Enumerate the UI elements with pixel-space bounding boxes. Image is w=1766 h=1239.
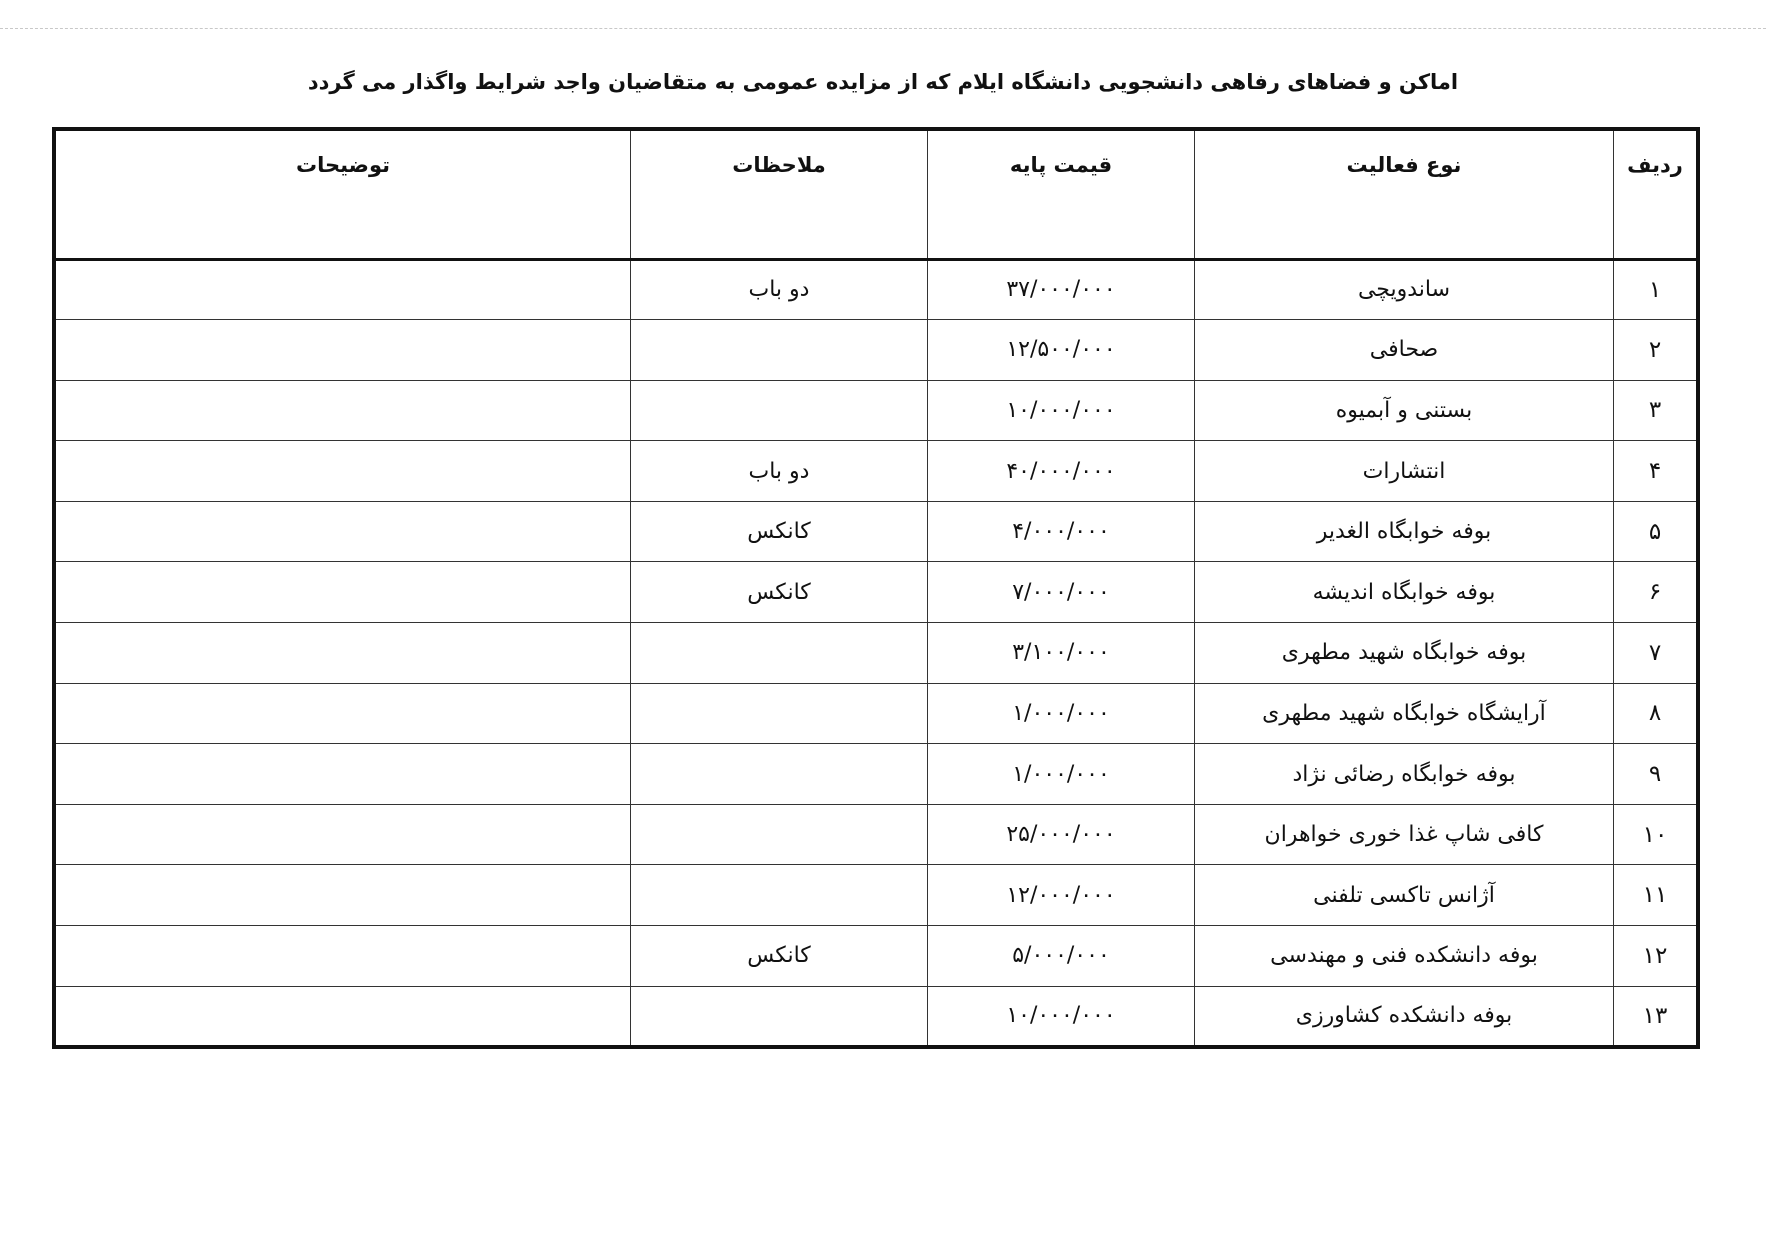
notes-cell: دو باب	[631, 441, 928, 502]
activity-cell: بوفه خوابگاه الغدیر	[1195, 501, 1614, 562]
price-cell: ۱/۰۰۰/۰۰۰	[928, 744, 1195, 805]
price-cell: ۳۷/۰۰۰/۰۰۰	[928, 259, 1195, 320]
row-number-cell: ۱۳	[1614, 986, 1699, 1047]
table-row	[54, 380, 1698, 441]
description-cell	[54, 380, 631, 441]
activity-cell: بستنی و آبمیوه	[1195, 380, 1614, 441]
notes-cell: کانکس	[631, 562, 928, 623]
auction-table	[52, 127, 1700, 1049]
price-cell: ۱۲/۵۰۰/۰۰۰	[928, 320, 1195, 381]
row-number-cell: ۶	[1614, 562, 1699, 623]
table-row	[54, 623, 1698, 684]
price-cell: ۴/۰۰۰/۰۰۰	[928, 501, 1195, 562]
description-cell	[54, 804, 631, 865]
activity-cell: آرایشگاه خوابگاه شهید مطهری	[1195, 683, 1614, 744]
table-row	[54, 441, 1698, 502]
description-cell	[54, 744, 631, 805]
activity-cell: صحافی	[1195, 320, 1614, 381]
price-cell: ۴۰/۰۰۰/۰۰۰	[928, 441, 1195, 502]
price-cell: ۵/۰۰۰/۰۰۰	[928, 926, 1195, 987]
table-row	[54, 320, 1698, 381]
description-cell	[54, 320, 631, 381]
row-number-cell: ۵	[1614, 501, 1699, 562]
table-row	[54, 865, 1698, 926]
scan-edge-line	[0, 28, 1766, 29]
table-header-row	[54, 129, 1698, 259]
table-row	[54, 804, 1698, 865]
description-cell	[54, 562, 631, 623]
table-row	[54, 259, 1698, 320]
price-cell: ۲۵/۰۰۰/۰۰۰	[928, 804, 1195, 865]
row-number-cell: ۱۲	[1614, 926, 1699, 987]
header-base-price: قیمت پایه	[928, 129, 1195, 259]
description-cell	[54, 501, 631, 562]
notes-cell	[631, 986, 928, 1047]
description-cell	[54, 683, 631, 744]
activity-cell: بوفه خوابگاه شهید مطهری	[1195, 623, 1614, 684]
header-description: توضیحات	[54, 129, 631, 259]
notes-cell	[631, 320, 928, 381]
row-number-cell: ۱۱	[1614, 865, 1699, 926]
price-cell: ۱۰/۰۰۰/۰۰۰	[928, 380, 1195, 441]
row-number-cell: ۳	[1614, 380, 1699, 441]
row-number-cell: ۲	[1614, 320, 1699, 381]
price-cell: ۱۲/۰۰۰/۰۰۰	[928, 865, 1195, 926]
notes-cell: کانکس	[631, 501, 928, 562]
table-row	[54, 926, 1698, 987]
description-cell	[54, 865, 631, 926]
price-cell: ۱۰/۰۰۰/۰۰۰	[928, 986, 1195, 1047]
header-row-number: ردیف	[1614, 129, 1699, 259]
row-number-cell: ۱۰	[1614, 804, 1699, 865]
row-number-cell: ۴	[1614, 441, 1699, 502]
description-cell	[54, 441, 631, 502]
notes-cell	[631, 804, 928, 865]
description-cell	[54, 986, 631, 1047]
price-cell: ۳/۱۰۰/۰۰۰	[928, 623, 1195, 684]
table-row	[54, 501, 1698, 562]
activity-cell: ساندویچی	[1195, 259, 1614, 320]
price-cell: ۱/۰۰۰/۰۰۰	[928, 683, 1195, 744]
table-row	[54, 986, 1698, 1047]
row-number-cell: ۱	[1614, 259, 1699, 320]
header-notes: ملاحظات	[631, 129, 928, 259]
row-number-cell: ۹	[1614, 744, 1699, 805]
row-number-cell: ۷	[1614, 623, 1699, 684]
activity-cell: بوفه دانشکده فنی و مهندسی	[1195, 926, 1614, 987]
activity-cell: بوفه دانشکده کشاورزی	[1195, 986, 1614, 1047]
table-row	[54, 562, 1698, 623]
price-cell: ۷/۰۰۰/۰۰۰	[928, 562, 1195, 623]
activity-cell: آژانس تاکسی تلفنی	[1195, 865, 1614, 926]
notes-cell	[631, 683, 928, 744]
row-number-cell: ۸	[1614, 683, 1699, 744]
notes-cell: کانکس	[631, 926, 928, 987]
notes-cell	[631, 865, 928, 926]
description-cell	[54, 926, 631, 987]
table-row	[54, 683, 1698, 744]
table-row	[54, 744, 1698, 805]
activity-cell: کافی شاپ غذا خوری خواهران	[1195, 804, 1614, 865]
notes-cell	[631, 380, 928, 441]
header-activity: نوع فعالیت	[1195, 129, 1614, 259]
notes-cell	[631, 623, 928, 684]
activity-cell: انتشارات	[1195, 441, 1614, 502]
notes-cell	[631, 744, 928, 805]
activity-cell: بوفه خوابگاه اندیشه	[1195, 562, 1614, 623]
activity-cell: بوفه خوابگاه رضائی نژاد	[1195, 744, 1614, 805]
description-cell	[54, 259, 631, 320]
page-title: اماکن و فضاهای رفاهی دانشجویی دانشگاه ایلام که از مزایده عمومی به متقاضیان واجد شرایط واگذار می گردد	[307, 70, 1459, 94]
description-cell	[54, 623, 631, 684]
notes-cell: دو باب	[631, 259, 928, 320]
